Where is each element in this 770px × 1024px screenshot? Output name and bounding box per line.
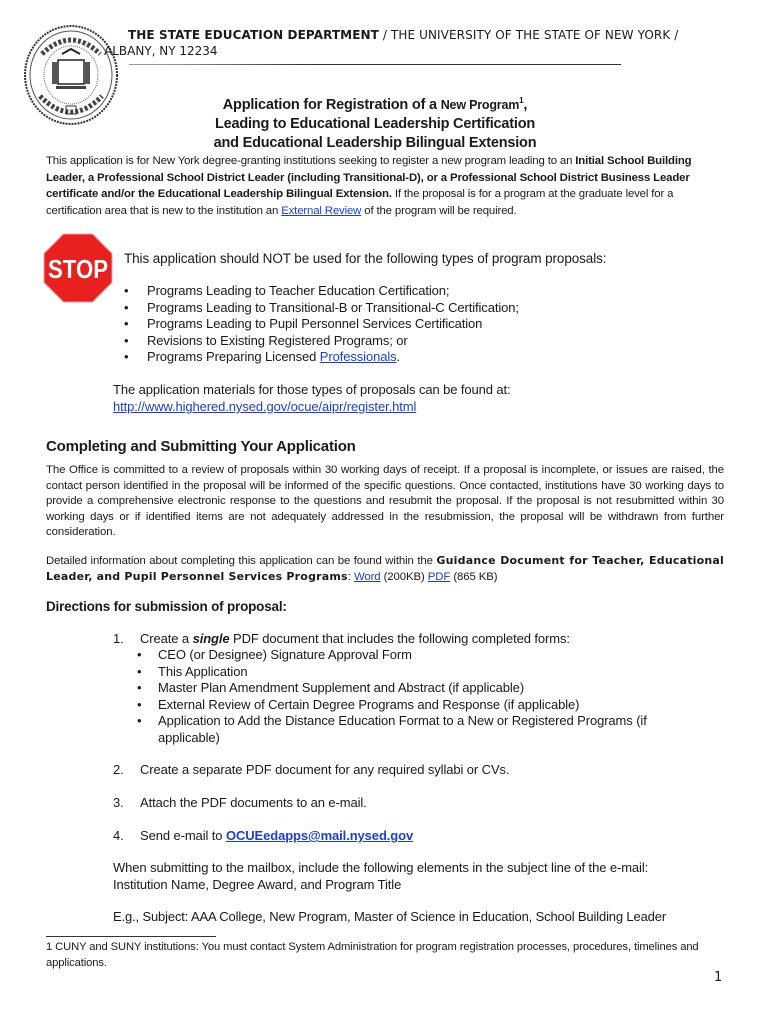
university-name: / THE UNIVERSITY OF THE STATE OF NEW YORK / [378, 28, 679, 42]
list-item [124, 349, 519, 366]
step-emphasis: single [192, 631, 230, 646]
intro-text-b: If the proposal is for a program at the graduate level for a certification area that is new to the institution an [46, 188, 674, 217]
list-item: • Master Plan Amendment Supplement and Abstract (if applicable) [137, 680, 697, 697]
step-number: 1. [113, 631, 124, 646]
list-item: • Programs Leading to Transitional-B or Transitional-C Certification; [124, 300, 519, 317]
word-size: (200KB) [380, 571, 428, 583]
professionals-link[interactable]: Professionals [319, 349, 397, 364]
required-forms-list [137, 647, 697, 746]
header-rule [129, 64, 621, 65]
external-review-link[interactable]: External Review [281, 204, 362, 217]
title-line2: Leading to Educational Leadership Certification [214, 115, 536, 132]
step-text: Send e-mail to [140, 828, 226, 843]
footnote: 1 CUNY and SUNY institutions: You must contact System Administration for program registration processes, procedures, timelines and applications. [46, 941, 699, 969]
instructions-line1: When submitting to the mailbox, include the following elements in the subject line of the e-mail: [113, 860, 649, 875]
excluded-proposals-list [124, 283, 519, 366]
department-name: THE STATE EDUCATION DEPARTMENT [128, 28, 379, 42]
intro-text: This application is for New York degree-granting institutions seeking to register a new program leading to an [46, 155, 576, 167]
intro-certificates: Initial School Building Leader, a Professional School District Leader (including Transitional-D), or a Professional School District Business Leader certificate and/or the Educational Leadership Bilingual Extension. [46, 155, 692, 200]
guidance-word-link[interactable]: Word [353, 571, 381, 583]
list-item: • External Review of Certain Degree Programs and Response (if applicable) [137, 697, 697, 714]
colon: : [347, 571, 354, 583]
nys-university-seal-icon [22, 24, 120, 126]
title-new-program: New Program [440, 97, 520, 112]
stop-sign-icon [43, 233, 113, 303]
header-department [128, 28, 678, 42]
list-item: • CEO (or Designee) Signature Approval Form [137, 647, 697, 664]
step-number: 3. [113, 795, 124, 810]
title-line3: and Educational Leadership Bilingual Extension [213, 134, 537, 151]
guidance-text: Detailed information about completing this application can be found within the [46, 555, 437, 567]
step-text: Create a [140, 631, 193, 646]
subject-line-instructions [113, 860, 648, 893]
guidance-paragraph [46, 553, 724, 585]
title-line1: Application for Registration of a [222, 96, 441, 113]
footnote-ref[interactable]: 1 [519, 96, 524, 105]
svg-text:STOP: STOP [48, 254, 108, 284]
list-item: • Programs Leading to Pupil Personnel Services Certification [124, 316, 519, 333]
list-item: • Revisions to Existing Registered Programs; or [124, 333, 519, 350]
step-2 [113, 762, 509, 779]
section-heading-directions: Directions for submission of proposal: [46, 599, 287, 614]
page-title [180, 91, 570, 153]
materials-text: The application materials for those types of proposals can be found at: [113, 382, 511, 397]
list-item: • This Application [137, 664, 697, 681]
subject-example: E.g., Subject: AAA College, New Program, Master of Science in Education, School Building Leader [113, 909, 667, 924]
header-address: ALBANY, NY 12234 [104, 44, 218, 58]
list-item-end: . [396, 349, 401, 364]
step-1 [113, 631, 570, 648]
instructions-line2: Institution Name, Degree Award, and Program Title [113, 876, 402, 892]
step-text: Attach the PDF documents to an e-mail. [140, 795, 367, 810]
footnote-divider [46, 936, 216, 937]
title-comma: , [523, 96, 528, 113]
section-heading-completing: Completing and Submitting Your Application [46, 438, 356, 455]
list-item: • Application to Add the Distance Education Format to a New or Registered Programs (if applicable) [137, 713, 697, 746]
intro-paragraph [46, 153, 726, 219]
materials-note [113, 381, 511, 415]
review-policy-paragraph: The Office is committed to a review of proposals within 30 working days of receipt. If a proposal is incomplete, or issues are raised, the contact person identified in the proposal will be informed of the specific questions. Once contacted, institutions have 30 working days to provide a comprehensive electronic response to the questions and resubmit the proposal. If the proposal is not resubmitted within 30 working days or if identified items are not adequately addressed in the resubmission, the proposal will be withdrawn from further consideration. [46, 464, 724, 538]
intro-text-c: of the program will be required. [361, 204, 517, 217]
page-number: 1 [714, 970, 723, 985]
submission-email-link[interactable]: OCUEedapps@mail.nysed.gov [225, 828, 414, 843]
guidance-doc-title: Guidance Document for Teacher, Educational Leader, and Pupil Personnel Services Programs [46, 554, 725, 583]
stop-heading: This application should NOT be used for the following types of program proposals: [124, 251, 607, 266]
step-text-b: PDF document that includes the following completed forms: [229, 631, 570, 646]
step-4 [113, 828, 413, 845]
step-number: 4. [113, 828, 124, 843]
step-text: Create a separate PDF document for any required syllabi or CVs. [140, 762, 510, 777]
step-number: 2. [113, 762, 124, 777]
step-3 [113, 795, 367, 812]
register-url-link[interactable]: http://www.highered.nysed.gov/ocue/aipr/register.html [113, 399, 417, 414]
list-item: • Programs Leading to Teacher Education Certification; [124, 283, 519, 300]
guidance-pdf-link[interactable]: PDF [427, 571, 451, 583]
list-item-text: Programs Preparing Licensed [147, 349, 320, 364]
pdf-size: (865 KB) [450, 571, 498, 583]
